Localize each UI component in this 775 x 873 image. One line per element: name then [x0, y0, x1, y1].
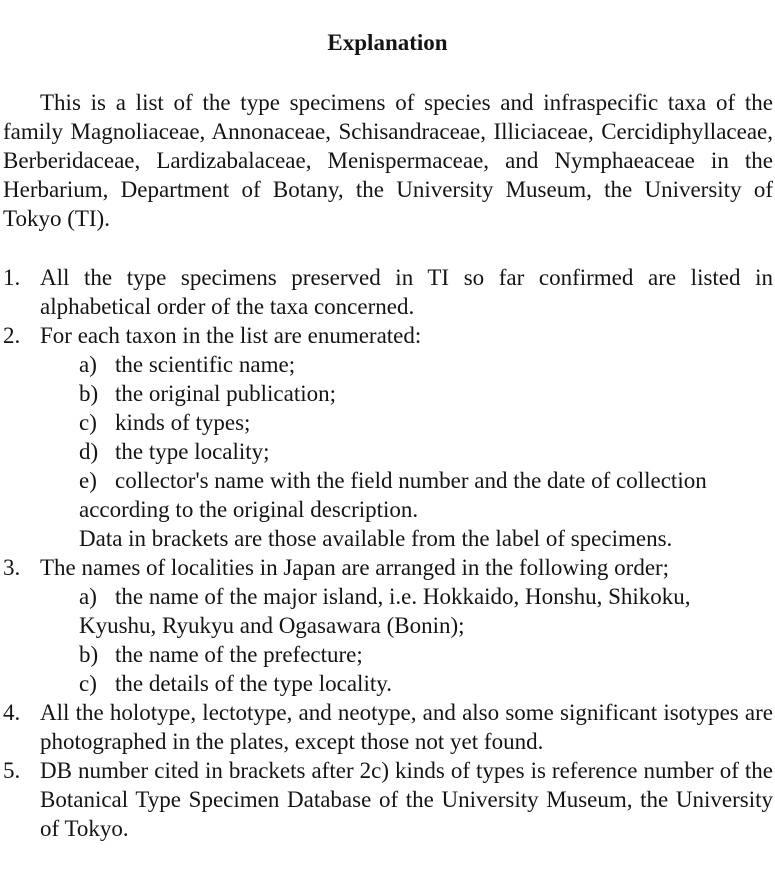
brackets-note: Data in brackets are those available from the label of specimens. — [79, 526, 673, 551]
sub-label: b) — [79, 381, 99, 406]
list-item-1 — [3, 263, 773, 321]
item-text: The names of localities in Japan are arranged in the following order; — [40, 555, 670, 580]
item-number: 5. — [3, 758, 21, 783]
item-text: For each taxon in the list are enumerated: — [40, 323, 422, 348]
item-number: 3. — [3, 555, 21, 580]
sub-label: b) — [79, 642, 99, 667]
list-item-3 — [3, 553, 773, 698]
sub-label: c) — [79, 671, 97, 696]
sub-text: the name of the prefecture; — [115, 642, 363, 667]
item-number: 2. — [3, 323, 21, 348]
list-item-2 — [3, 321, 773, 553]
sub-label: a) — [79, 352, 97, 377]
intro-paragraph: This is a list of the type specimens of species and infraspecific taxa of the family Magnoliaceae, Annonaceae, Schisandraceae, Illiciaceae, Cercidiphyllaceae, Berberidaceae, Lardizabalaceae, Menispermaceae, and Nymphaeaceae in the Herbarium, Department of Botany, the University Museum, the University of Tokyo (TI). — [3, 90, 773, 231]
sub-item — [79, 640, 773, 669]
sub-item — [79, 466, 773, 524]
sub-text: the name of the major island, i.e. Hokkaido, Honshu, Shikoku, Kyushu, Ryukyu and Ogasawara (Bonin); — [79, 584, 691, 638]
item-text: All the type specimens preserved in TI so far confirmed are listed in alphabetical order of the taxa concerned. — [40, 265, 773, 319]
sub-text: the type locality; — [115, 439, 270, 464]
sub-item — [79, 408, 773, 437]
sub-item — [79, 379, 773, 408]
sub-text: the scientific name; — [115, 352, 296, 377]
item-text: DB number cited in brackets after 2c) kinds of types is reference number of the Botanical Type Specimen Database of the University Museum, the University of Tokyo. — [40, 758, 773, 841]
sub-text: the details of the type locality. — [115, 671, 392, 696]
page-title: Explanation — [327, 30, 448, 55]
sub-label: e) — [79, 468, 97, 493]
item-number: 4. — [3, 700, 21, 725]
sub-item — [79, 669, 773, 698]
item-text: All the holotype, lectotype, and neotype, and also some significant isotypes are photographed in the plates, except those not yet found. — [40, 700, 773, 754]
sub-text: collector's name with the field number and the date of collection according to the original description. — [79, 468, 707, 522]
sub-label: a) — [79, 584, 97, 609]
sub-text: kinds of types; — [115, 410, 251, 435]
list-item-4 — [3, 698, 773, 756]
sub-label: c) — [79, 410, 97, 435]
sublist — [40, 582, 773, 698]
list-item-5 — [3, 756, 773, 843]
sub-text: the original publication; — [115, 381, 337, 406]
sub-item — [79, 350, 773, 379]
explanation-list — [3, 263, 773, 843]
sub-item — [79, 437, 773, 466]
sub-item — [79, 582, 773, 640]
sub-label: d) — [79, 439, 99, 464]
sublist — [40, 350, 773, 524]
item-number: 1. — [3, 265, 21, 290]
